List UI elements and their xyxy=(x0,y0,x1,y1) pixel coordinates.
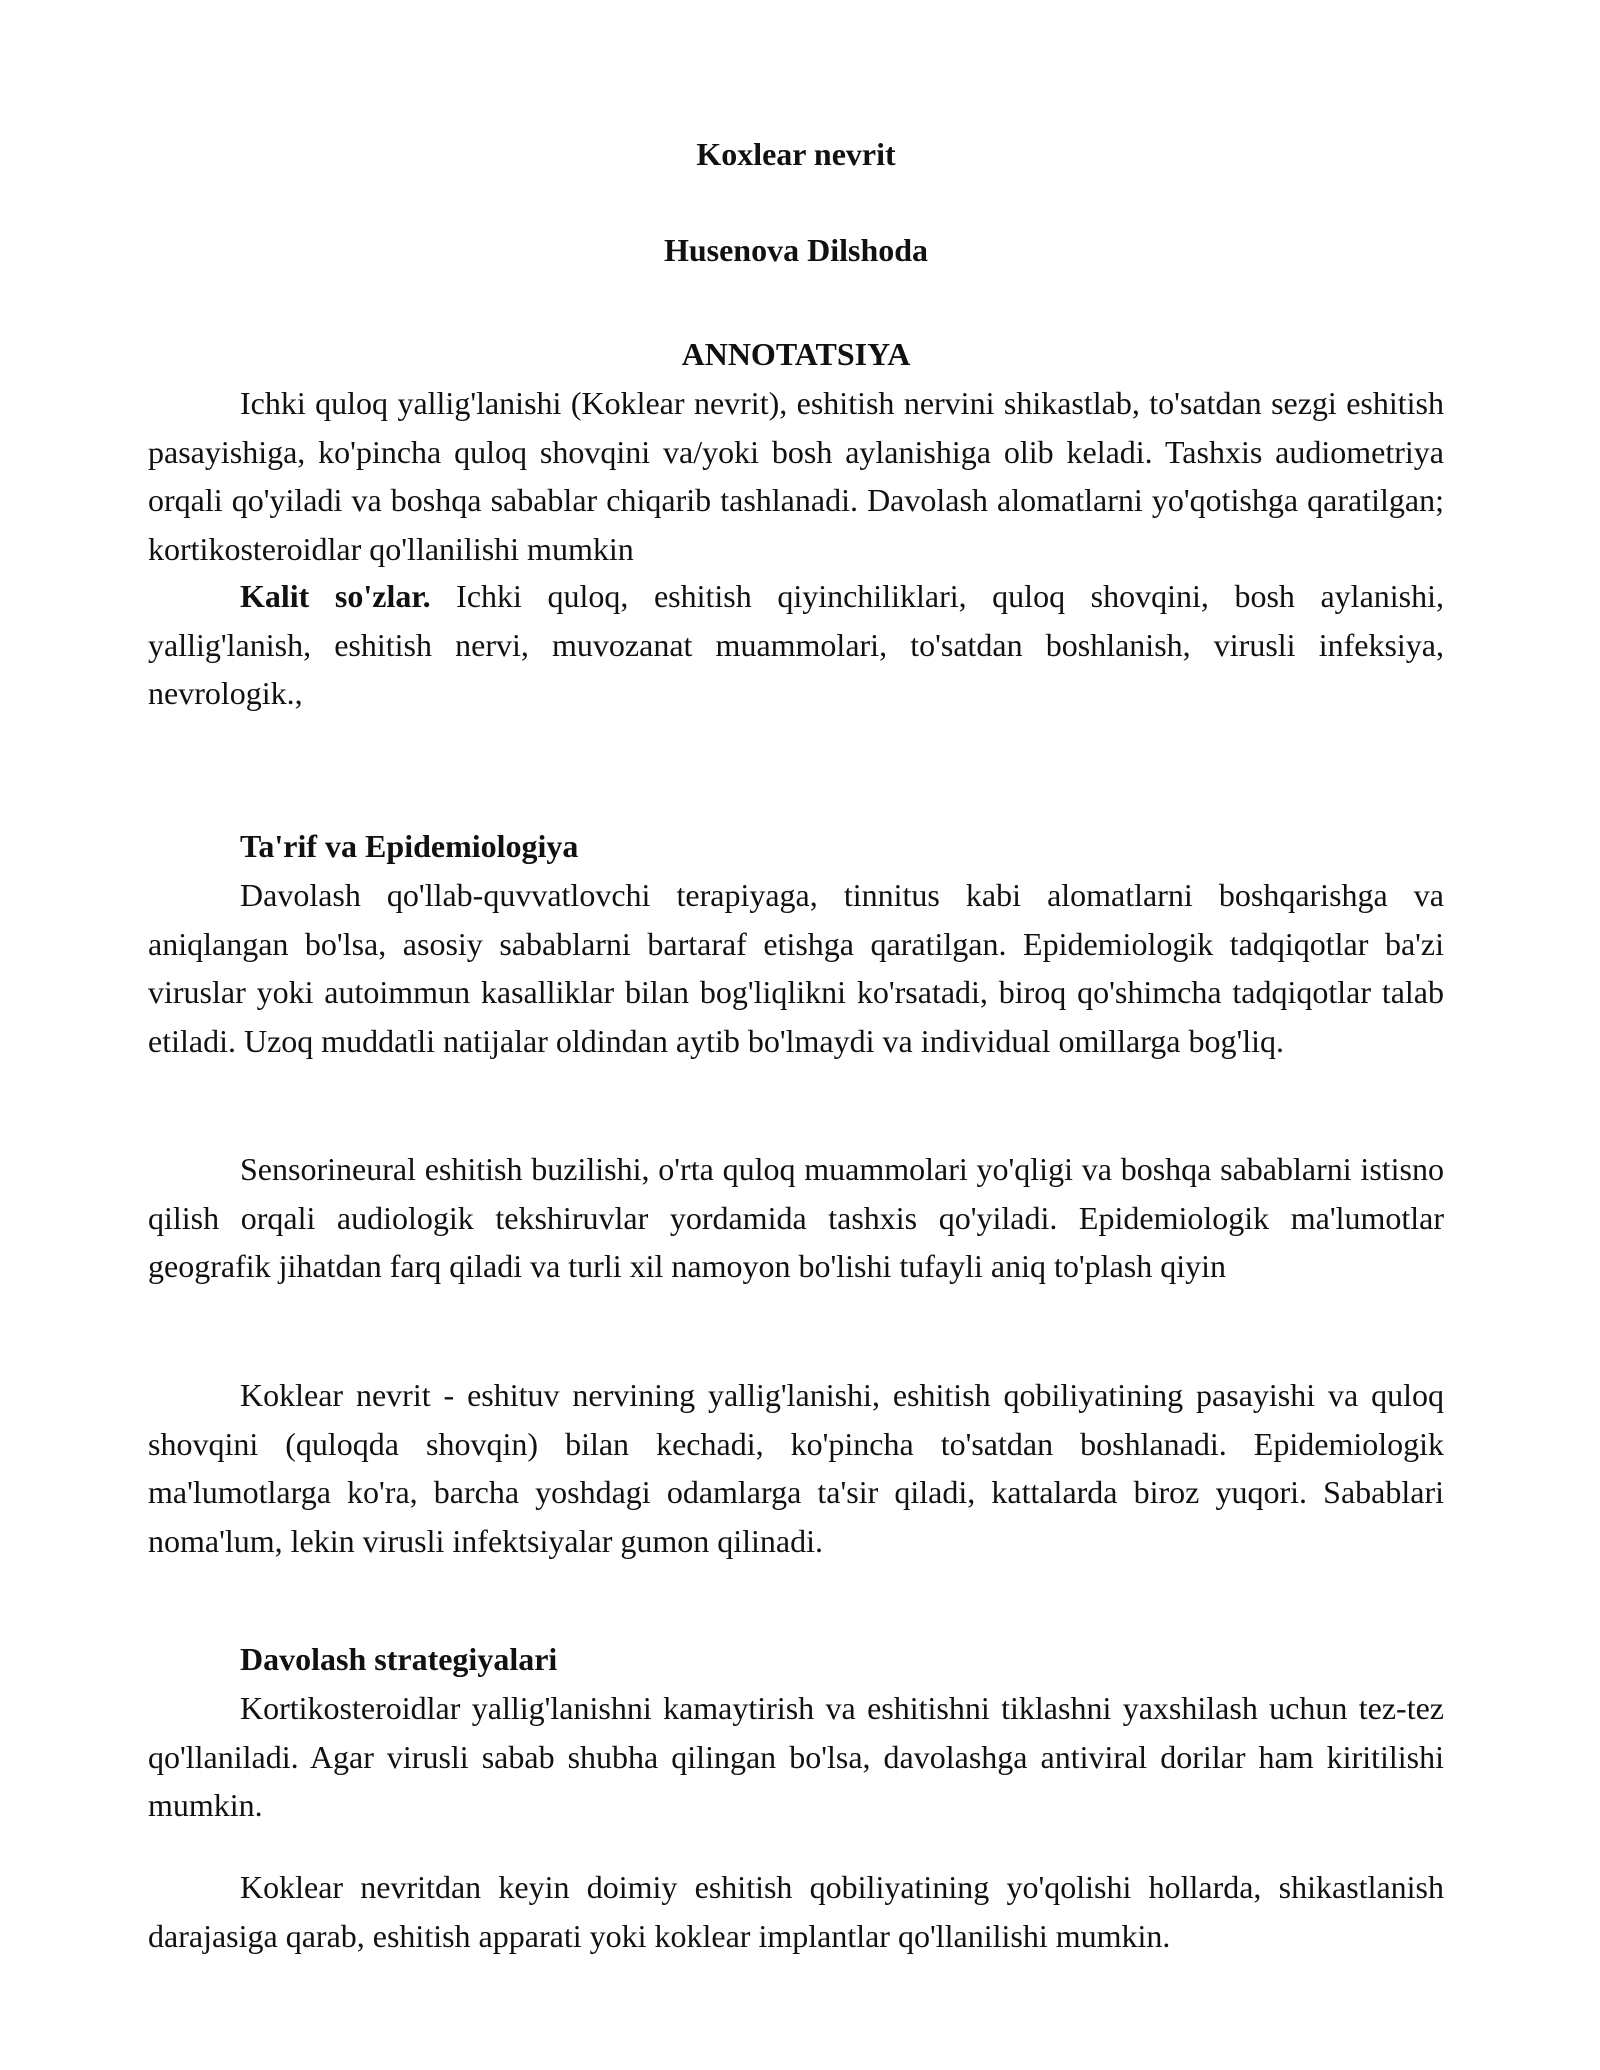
keywords-text: Ichki quloq, eshitish qiyinchiliklari, quloq shovqini, bosh aylanishi, yallig'lanish, eshitish nervi, muvozanat muammolari, to'satdan boshlanish, virusli infeksiya, nevrologik., xyxy=(148,578,1445,711)
section-heading-treatment: Davolash strategiyalari xyxy=(240,1641,558,1677)
section1-paragraph-3: Koklear nevrit - eshituv nervining yallig'lanishi, eshitish qobiliyatining pasayishi va quloq shovqini (quloqda shovqin) bilan kechadi, ko'pincha to'satdan boshlanadi. Epidemiologik ma'lumotlarga ko'ra, barcha yoshdagi odamlarga ta'sir qiladi, kattalarda biroz yuqori. Sabablari noma'lum, lekin virusli infektsiyalar gumon qilinadi. xyxy=(148,1377,1444,1559)
abstract-paragraph: Ichki quloq yallig'lanishi (Koklear nevrit), eshitish nervini shikastlab, to'satdan sezgi eshitish pasayishiga, ko'pincha quloq shovqini va/yoki bosh aylanishiga olib keladi. Tashxis audiometriya orqali qo'yiladi va boshqa sabablar chiqarib tashlanadi. Davolash alomatlarni yo'qotishga qaratilgan; kortikosteroidlar qo'llanilishi mumkin xyxy=(148,385,1444,567)
keywords-label: Kalit so'zlar. xyxy=(240,578,431,614)
author-name: Husenova Dilshoda xyxy=(663,232,929,268)
section2-paragraph-2: Koklear nevritdan keyin doimiy eshitish qobiliyatining yo'qolishi hollarda, shikastlanish darajasiga qarab, eshitish apparati yoki koklear implantlar qo'llanilishi mumkin. xyxy=(148,1869,1444,1954)
section-heading-definition: Ta'rif va Epidemiologiya xyxy=(240,828,579,864)
abstract-heading: ANNOTATSIYA xyxy=(681,336,911,372)
section2-paragraph-1: Kortikosteroidlar yallig'lanishni kamaytirish va eshitishni tiklashni yaxshilash uchun tez-tez qo'llaniladi. Agar virusli sabab shubha qilingan bo'lsa, davolashga antiviral dorilar ham kiritilishi mumkin. xyxy=(148,1690,1444,1823)
section1-paragraph-2: Sensorineural eshitish buzilishi, o'rta quloq muammolari yo'qligi va boshqa sabablarni istisno qilish orqali audiologik tekshiruvlar yordamida tashxis qo'yiladi. Epidemiologik ma'lumotlar geografik jihatdan farq qiladi va turli xil namoyon bo'lishi tufayli aniq to'plash qiyin xyxy=(148,1151,1444,1284)
document-title: Koxlear nevrit xyxy=(696,136,896,172)
section1-paragraph-1: Davolash qo'llab-quvvatlovchi terapiyaga, tinnitus kabi alomatlarni boshqarishga va aniqlangan bo'lsa, asosiy sabablarni bartaraf etishga qaratilgan. Epidemiologik tadqiqotlar ba'zi viruslar yoki autoimmun kasalliklar bilan bog'liqlikni ko'rsatadi, biroq qo'shimcha tadqiqotlar talab etiladi. Uzoq muddatli natijalar oldindan aytib bo'lmaydi va individual omillarga bog'liq. xyxy=(148,877,1444,1059)
keywords-paragraph xyxy=(148,572,1444,718)
